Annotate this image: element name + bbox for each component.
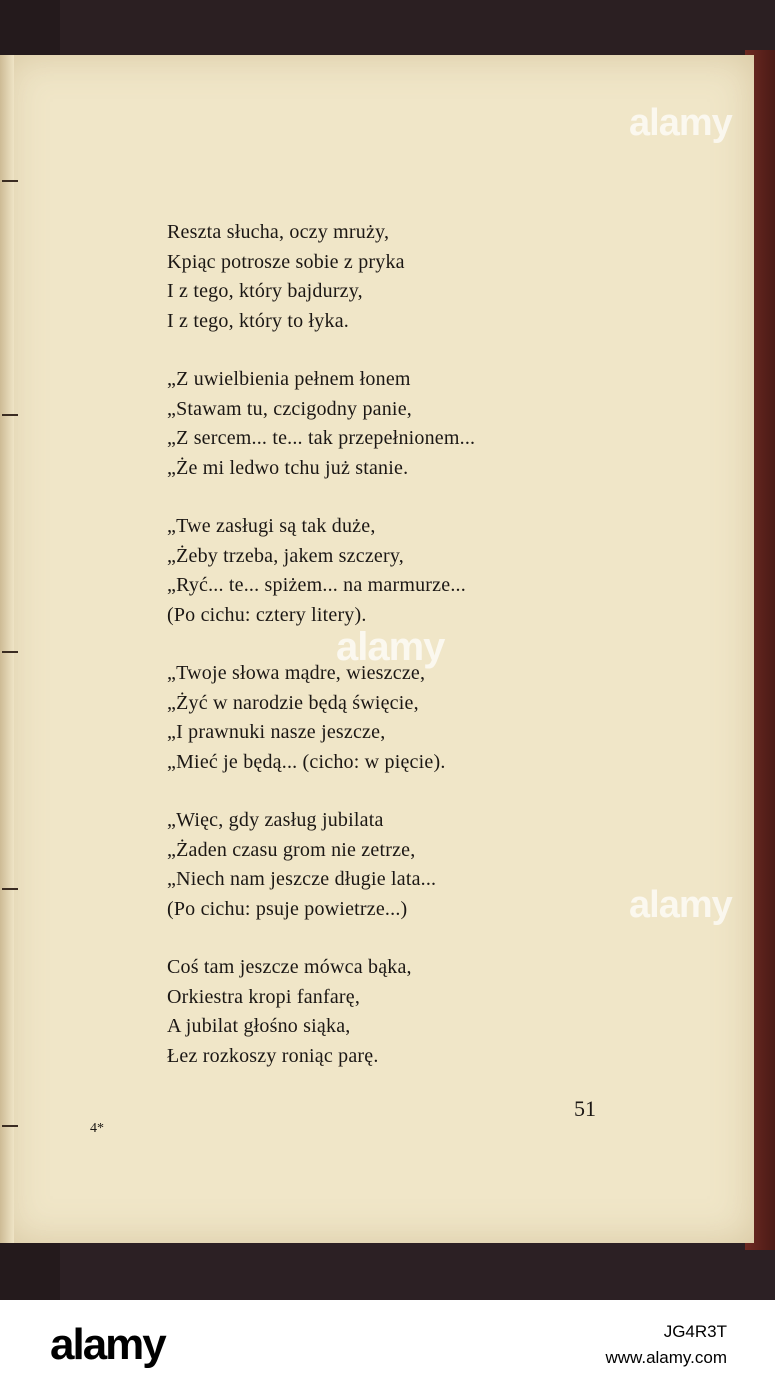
image-id: JG4R3T <box>663 1322 727 1341</box>
poem-line: „Twoje słowa mądre, wieszcze, <box>167 662 426 684</box>
site-url: www.alamy.com <box>605 1348 727 1367</box>
poem-line: „Żaden czasu grom nie zetrze, <box>167 838 416 861</box>
poem-line: „Z sercem... te... tak przepełnionem... <box>167 427 476 449</box>
stanza <box>167 218 547 336</box>
cover-bottom <box>60 1238 775 1300</box>
poem-line: „Ryć... te... spiżem... na marmurze... <box>167 574 466 596</box>
poem-line: Reszta słucha, oczy mruży, <box>167 221 390 243</box>
cover-top <box>60 0 775 58</box>
poem-line: „Mieć je będą... (cicho: w pięcie). <box>167 750 446 773</box>
poem-line: (Po cichu: cztery litery). <box>167 603 367 626</box>
poem-line: Kpiąc potrosze sobie z pryka <box>167 250 405 273</box>
poem-line: „Żeby trzeba, jakem szczery, <box>167 544 404 567</box>
alamy-logo: alamy <box>50 1320 165 1369</box>
binding-stitch <box>2 651 18 653</box>
stanza <box>167 659 547 777</box>
page-number: 51 <box>574 1096 596 1121</box>
poem-line: (Po cichu: psuje powietrze...) <box>167 897 408 920</box>
binding-stitch <box>2 888 18 890</box>
watermark-logo: alamy <box>629 102 732 144</box>
signature-mark: 4* <box>90 1121 104 1136</box>
stanza <box>167 806 547 924</box>
stanza <box>167 365 547 483</box>
poem-line: A jubilat głośno siąka, <box>167 1015 351 1037</box>
poem-line: „Więc, gdy zasług jubilata <box>167 809 384 831</box>
poem-line: „Żyć w narodzie będą święcie, <box>167 691 419 714</box>
binding-stitch <box>2 414 18 416</box>
watermark-logo: alamy <box>336 625 445 669</box>
poem-line: „Że mi ledwo tchu już stanie. <box>167 456 409 479</box>
binding-stitch <box>2 1125 18 1127</box>
poem-line: I z tego, który to łyka. <box>167 309 349 332</box>
poem-line: „Stawam tu, czcigodny panie, <box>167 397 412 420</box>
poem-line: „Twe zasługi są tak duże, <box>167 515 376 537</box>
poem-line: Coś tam jeszcze mówca bąka, <box>167 956 412 978</box>
poem-line: „Z uwielbienia pełnem łonem <box>167 368 411 390</box>
poem-line: Orkiestra kropi fanfarę, <box>167 985 361 1008</box>
watermark-logo: alamy <box>629 884 732 926</box>
poem-line: Łez rozkoszy roniąc parę. <box>167 1044 379 1067</box>
poem-line: „I prawnuki nasze jeszcze, <box>167 721 386 743</box>
binding-stitch <box>2 180 18 182</box>
poem-line: I z tego, który bajdurzy, <box>167 280 363 302</box>
stock-footer <box>0 1300 775 1390</box>
stanza <box>167 512 547 630</box>
page-spine <box>0 55 14 1243</box>
stanza <box>167 953 547 1071</box>
poem-line: „Niech nam jeszcze długie lata... <box>167 868 437 890</box>
